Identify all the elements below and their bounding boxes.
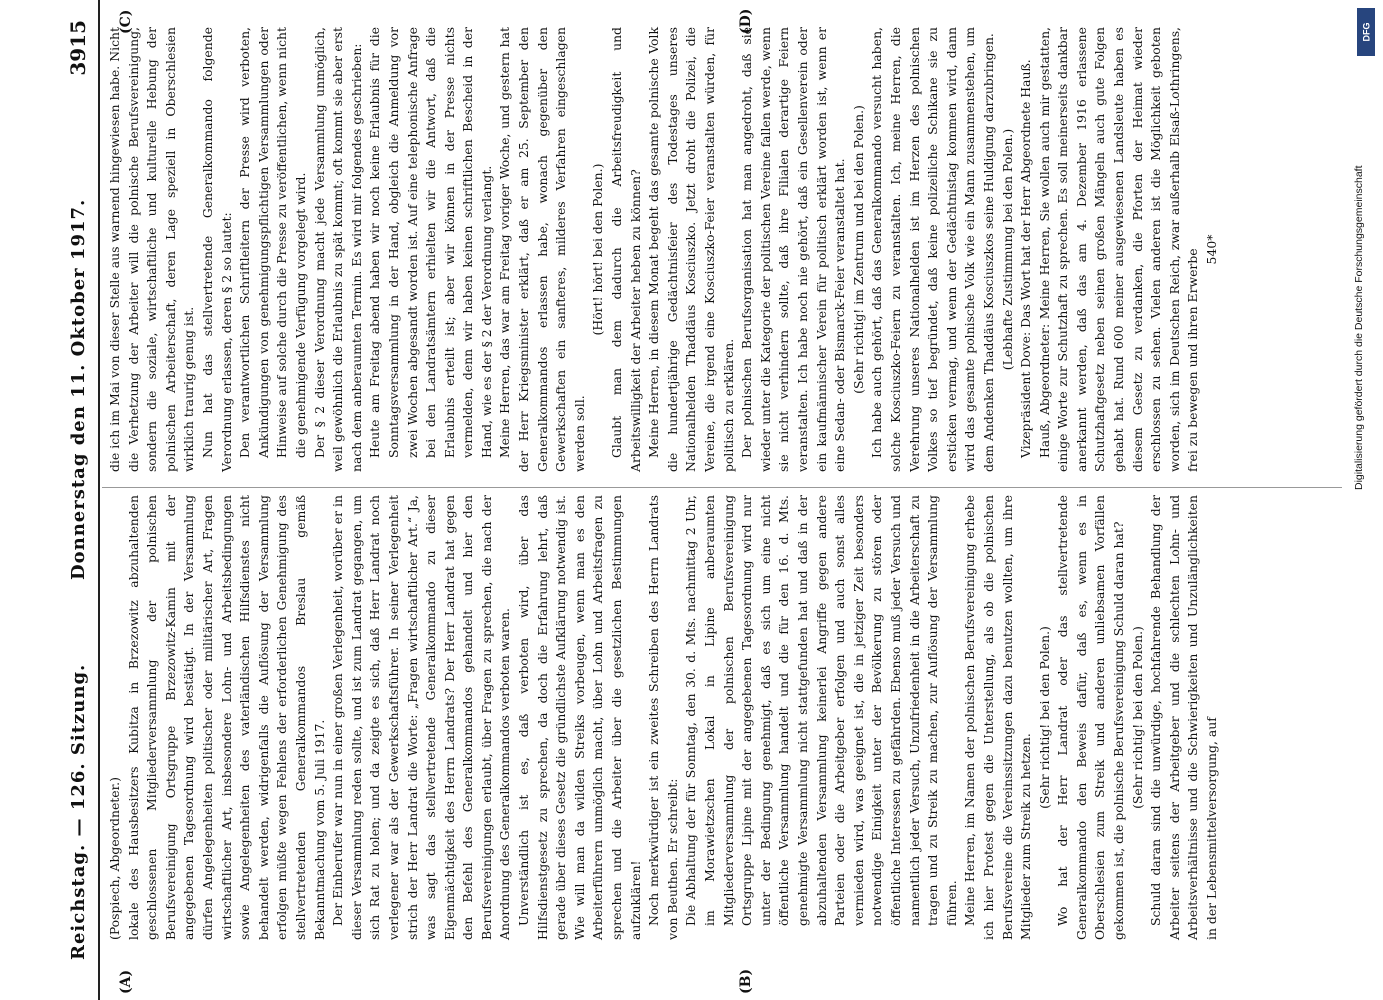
header-date: Donnerstag den 11. Oktober 1917. — [68, 198, 89, 580]
interjection: (Sehr richtig! bei den Polen.) — [1129, 626, 1145, 809]
paragraph: Ich habe auch gehört, daß das Generalkommando versucht haben, solche Kosciuszko-Feiern zu veranstalten. Ich, meine Herren, die Verehrung unseres Nationalhelden ist im Herzen des polnischen Volkes so tief begründet, daß keine polizeiliche Schikane sie zu ersticken vermag, und wenn der Gedächtnistag kommen wird, dann wird das gesamte polnische Volk wie ein Mann zusammenstehen, um dem Andenken Thaddäus Kosciuszkos seine Huldigung darzubringen. — [869, 27, 996, 472]
paragraph: die ich im Mai von dieser Stelle aus warnend hingewiesen habe. Nicht die Verhetzung der Arbeiter will die polnische Berufsvereinigung, sondern die soziale, wirtschaftliche und kulturelle Hebung der polnischen Arbeiterschaft, deren Lage speziell in Oberschlesien wirklich traurig genug ist. — [107, 27, 197, 472]
paragraph: Vizepräsident Dove: Das Wort hat der Herr Abgeordnete Hauß. — [1018, 59, 1034, 458]
interjection: (Sehr richtig! im Zentrum und bei den Polen.) — [850, 105, 866, 394]
signature-mark: 540* — [1204, 234, 1220, 265]
quoted-letter: Die Abhaltung der für Sonntag, den 30. d. Mts. nachmittag 2 Uhr, im Morawietzschen Lokal in Lipine anberaumten Mitgliederversammlung der polnischen Berufsvereinigung Ortsgruppe Lipine mit der angegebenen Tagesordnung wird nur unter der Bedingung genehmigt, daß es sich um eine nicht öffentliche Versammlung handelt und die für den 16. d. Mts. genehmigte Versammlung nicht stattgefunden hat und daß in der abzuhaltenden Versammlung keinerlei Angriffe gegen andere Parteien oder die Arbeitgeber erfolgen und auch sonst alles vermieden wird, was geeignet ist, die in jetziger Zeit besonders notwendige Einigkeit unter der Bevölkerung zu stören oder öffentliche Interessen zu gefährden. Ebenso muß jeder Versuch und namentlich jeder Versuch, Unzufriedenheit in die Arbeiterschaft zu tragen und zu Streik zu machen, zur Auflösung der Versammlung führen. — [683, 495, 959, 926]
paragraph: Meine Herren, in diesem Monat begeht das gesamte polnische Volk die hundertjährige Gedächtnisfeier des Todestages unseres Nationalhelden Thaddäus Kosciuszko. Jetzt droht die Polizei, die Vereine, die irgend eine Kosciuszko-Feier veranstalten würden, für politisch zu erklären. — [646, 27, 736, 472]
paragraph: Wo hat der Herr Landrat oder das stellvertretende Generalkommando den Beweis dafür, daß es, wenn es in Oberschlesien zum Streik und anderen unliebsamen Vorfällen gekommen ist, die polnische Berufsvereinigung Schuld daran hat? — [1055, 495, 1127, 940]
paragraph: Hauß, Abgeordneter: Meine Herren, Sie wollen auch mir gestatten, einige Worte zur Schutzhaft zu sprechen. Es soll meinerseits dankbar anerkannt werden, daß das am 4. Dezember 1916 erlassene Schutzhaftgesetz neben seinen großen Mängeln auch gute Folgen gehabt hat. Rund 600 meiner ausgewiesenen Landsleute haben es diesem Gesetz zu verdanken, die Pforten der Heimat wieder erschlossen zu sehen. Vielen anderen ist die Möglichkeit geboten worden, sich im Deutschen Reich, zwar außerhalb Elsaß-Lothringens, frei zu bewegen und ihren Erwerbe — [1036, 27, 1201, 472]
paragraph: lokale des Hausbesitzers Kubitza in Brzezowitz abzuhaltenden geschlossenen Mitgliederversammlung der polnischen Berufsvereinigung Ortsgruppe Brzezowitz-Kamin mit der angegebenen Tagesordnung wird bestätigt. In der Versammlung dürfen Angelegenheiten politischer oder militärischer Art, Fragen wirtschaftlicher Art, insbesondere Lohn- und Arbeitsbedingungen sowie Angelegenheiten des vaterländischen Hilfsdienstes nicht behandelt werden, widrigenfalls die Auflösung der Versammlung erfolgen müßte wegen Fehlens der erforderlichen Genehmigung des stellvertretenden Generalkommandos Breslau gemäß Bekanntmachung vom 5. Juli 1917. — [125, 495, 327, 940]
margin-marker-d: (D) — [738, 8, 754, 34]
page-number: 3915 — [66, 20, 90, 76]
margin-marker-a: (A) — [118, 969, 134, 994]
rotated-document-page — [58, 0, 1358, 1000]
right-column — [106, 27, 1222, 472]
paragraph: Schuld daran sind die unwürdige, hochfahrende Behandlung der Arbeiter seitens der Arbeitgeber und die schlechten Lohn- und Arbeitsverhältnisse und die Schwierigkeiten und Unzulänglichkeiten in der Lebensmittelversorgung, auf — [1148, 495, 1220, 940]
digitization-note — [1353, 20, 1373, 980]
paragraph: Nun hat das stellvertretende Generalkommando folgende Verordnung erlassen, deren § 2 so lautet: — [199, 27, 234, 472]
digitization-note-text: Digitalisierung gefördert durch die Deutsche Forschungsgemeinschaft — [1353, 165, 1365, 490]
quoted-letter: Heute am Freitag abend haben wir noch keine Erlaubnis für die Sonntagsversammlung in der Hand, obgleich die Anmeldung vor zwei Wochen abgesandt worden ist. Auf eine telephonische Anfrage bei den Landratsämtern erhielten wir die Antwort, daß die Erlaubnis erteilt ist; aber wir können in der Presse nichts vermelden, denn wir haben keinen schriftlichen Bescheid in der Hand, wie es der § 2 der Verordnung verlangt. — [367, 27, 494, 458]
margin-marker-c: (C) — [118, 9, 134, 34]
paragraph: Glaubt man dem dadurch die Arbeitsfreudigkeit und Arbeitswilligkeit der Arbeiter heben zu können? — [609, 27, 643, 472]
paragraph: Noch merkwürdiger ist ein zweites Schreiben des Herrn Landrats von Beuthen. Er schreibt: — [646, 495, 680, 940]
interjection: (Sehr richtig! bei den Polen.) — [1036, 626, 1052, 809]
margin-marker-b: (B) — [738, 968, 754, 994]
paragraph: Der Einberufer war nun in einer großen Verlegenheit, worüber er in dieser Versammlung reden sollte, und ist zum Landrat gegangen, um sich Rat zu holen; und da zeigte es sich, daß Herr Landrat noch verlegener war als der Gewerkschaftsführer. In seiner Verlegenheit strich der Herr Landrat die Worte: „Fragen wirtschaftlicher Art.“ Ja, was sagt das stellvertretende Generalkommando zu dieser Eigenmächtigkeit des Herrn Landrats? Der Herr Landrat hat gegen den Befehl des Generalkommandos gehandelt und hier den Berufsvereinigungen erlaubt, über Fragen zu sprechen, die nach der Anordnung des Generalkommandos verboten waren. — [330, 495, 513, 940]
speaker-label: (Pospiech, Abgeordneter.) — [107, 777, 122, 940]
dfg-logo-text: DFG — [1361, 22, 1371, 42]
column-divider — [102, 487, 1342, 488]
paragraph: Unverständlich ist es, daß verboten wird, über das Hilfsdienstgesetz zu sprechen, da doch die Erfahrung lehrt, daß gerade über dieses Gesetz die gründlichste Aufklärung notwendig ist. Wie will man da wilden Streiks vorbeugen, wenn man es den Arbeiterführern unmöglich macht, über Lohn und Arbeitsfragen zu sprechen und die Arbeiter über die gesetzlichen Bestimmungen aufzuklären! — [516, 495, 643, 940]
paragraph: Der polnischen Berufsorganisation hat man angedroht, daß sie wieder unter die Kategorie der politischen Vereine fallen werde, wenn sie nicht verhindern sollte, daß ihre Filialen derartige Feiern veranstalten. Ich habe noch nie gehört, daß ein Gesellenverein oder ein kaufmännischer Verein für politisch erklärt worden ist, wenn er eine Sedan- oder Bismarck-Feier veranstaltet hat. — [739, 27, 848, 472]
interjection: (Lebhafte Zustimmung bei den Polen.) — [999, 128, 1015, 371]
paragraph: Der § 2 dieser Verordnung macht jede Versammlung unmöglich, weil gewöhnlich die Erlaubnis zu spät kommt; oft kommt sie aber erst nach dem anberaumten Termin. Es wird mir folgendes geschrieben: — [311, 27, 364, 472]
left-column — [106, 495, 1222, 940]
paragraph: Meine Herren, das war am Freitag voriger Woche, und gestern hat der Herr Kriegsminister erklärt, daß er am 25. September den Generalkommandos erlassen habe, wonach gegenüber den Gewerkschaften ein sanfteres, milderes Verfahren eingeschlagen werden soll. — [497, 27, 587, 472]
interjection: (Hört! hört! bei den Polen.) — [590, 163, 606, 336]
paragraph: Meine Herren, im Namen der polnischen Berufsvereinigung erhebe ich hier Protest gegen die Unterstellung, als ob die polnischen Berufsvereine die Vereinssitzungen dazu benutzen wollten, um ihre Mitglieder zum Streik zu hetzen. — [962, 495, 1034, 940]
page-header — [58, 0, 100, 1000]
header-session-title: Reichstag. — 126. Sitzung. — [68, 663, 89, 960]
quoted-regulation: Den verantwortlichen Schriftleitern der Presse wird verboten, Ankündigungen von genehmigungspflichtigen Versammlungen oder Hinweise auf solche durch die Presse zu veröffentlichen, wenn nicht die genehmigende Verfügung vorgelegt wird. — [237, 27, 308, 458]
dfg-logo — [1357, 8, 1375, 56]
